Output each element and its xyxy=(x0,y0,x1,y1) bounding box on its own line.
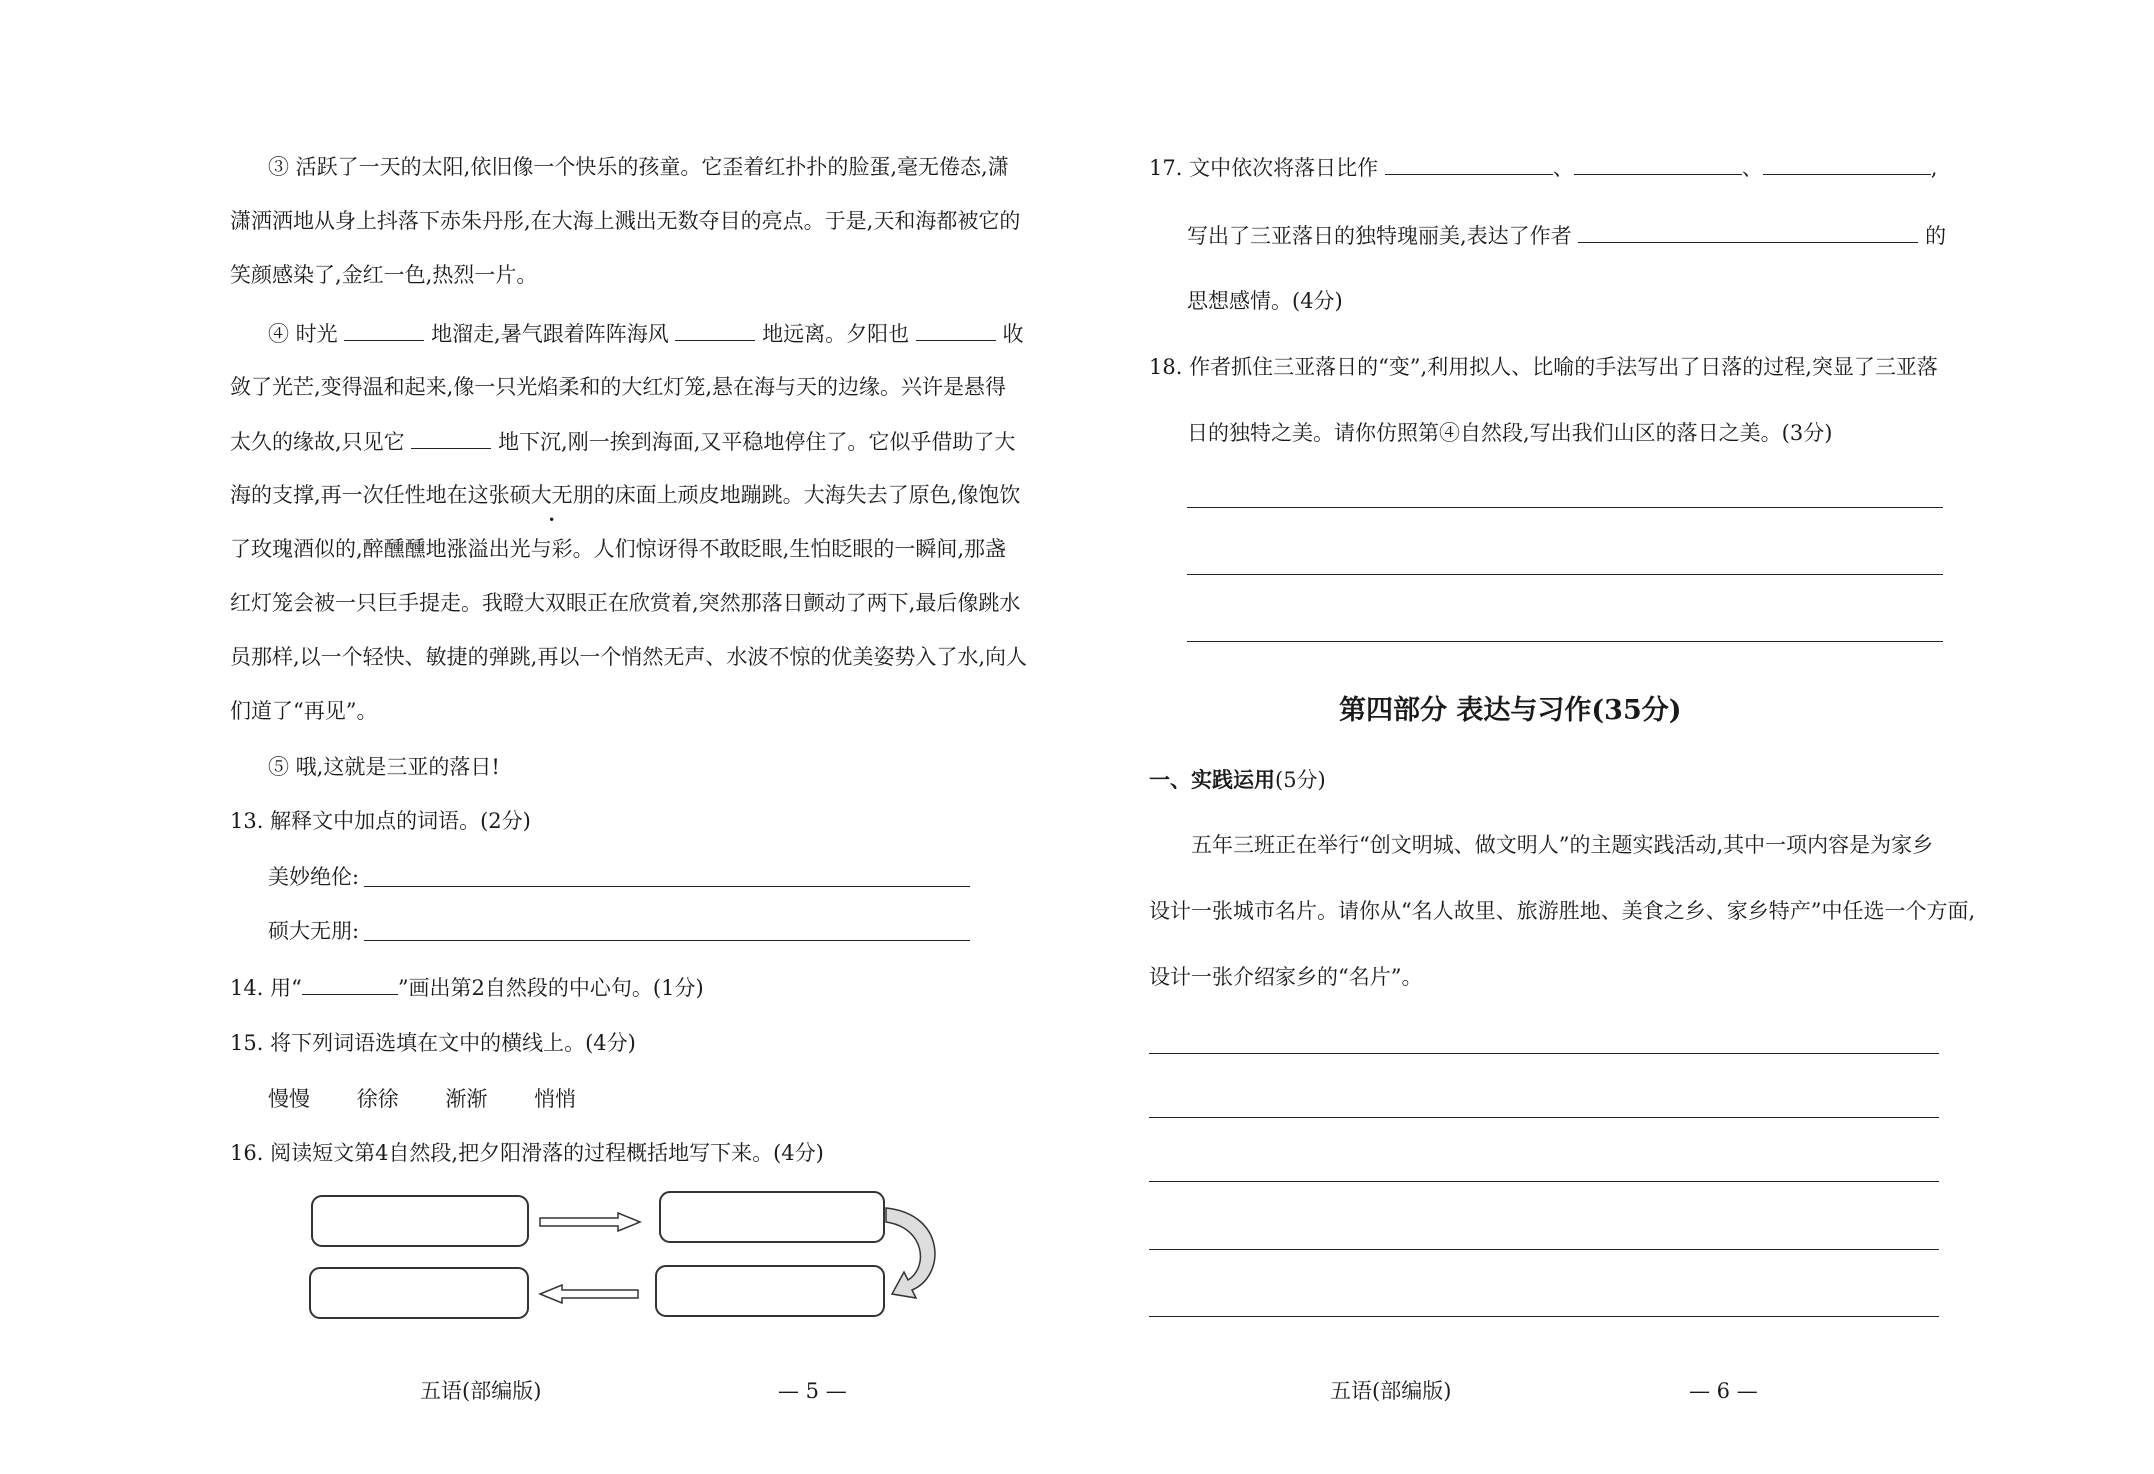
question-18-line1: 18. 作者抓住三亚落日的“变”,利用拟人、比喻的手法写出了日落的过程,突显了三亚落 xyxy=(1149,355,1938,379)
para4-text: 的床面上顽皮地蹦跳。大海失去了原色,像饱饮 xyxy=(593,483,1021,507)
q15-word: 徐徐 xyxy=(356,1087,399,1111)
writing-line-4[interactable] xyxy=(1149,1249,1939,1250)
q18-answer-line-1[interactable] xyxy=(1187,507,1943,508)
prompt-line2: 设计一张城市名片。请你从“名人故里、旅游胜地、美食之乡、家乡特产”中任选一个方面, xyxy=(1149,899,1976,923)
writing-line-1[interactable] xyxy=(1149,1053,1939,1054)
sub-section-title xyxy=(1149,764,1326,794)
q14-text: ”画出第2自然段的中心句。(1分) xyxy=(397,976,704,1000)
question-17-line3: 思想感情。(4分) xyxy=(1187,289,1343,313)
para5: ⑤ 哦,这就是三亚的落日! xyxy=(268,755,500,779)
para4-line8: 们道了“再见”。 xyxy=(230,699,378,723)
question-17-line2 xyxy=(1187,220,1946,251)
q15-word: 渐渐 xyxy=(445,1087,488,1111)
curved-arrow-icon xyxy=(886,1208,935,1298)
arrow-right-icon xyxy=(540,1213,640,1231)
page-number: — 5 — xyxy=(778,1379,847,1403)
q17-text: 17. 文中依次将落日比作 xyxy=(1149,156,1379,180)
q13-word1-label: 美妙绝伦: xyxy=(268,865,360,889)
q18-answer-line-3[interactable] xyxy=(1187,641,1943,642)
q18-answer-line-2[interactable] xyxy=(1187,574,1943,575)
section-title: 第四部分 表达与习作(35分) xyxy=(1339,695,1682,726)
q17-sep: 、 xyxy=(1552,156,1574,180)
question-18-line2: 日的独特之美。请你仿照第④自然段,写出我们山区的落日之美。(3分) xyxy=(1187,421,1833,445)
q14-text: 14. 用“ xyxy=(230,976,302,1000)
q17-sep: , xyxy=(1930,156,1938,180)
para3-line1: ③ 活跃了一天的太阳,依旧像一个快乐的孩童。它歪着红扑扑的脸蛋,毫无倦态,潇 xyxy=(268,155,1009,179)
para4-text: 太久的缘故,只见它 xyxy=(230,430,405,454)
q17-text: 的 xyxy=(1925,224,1947,248)
para4-text: 地溜走,暑气跟着阵阵海风 xyxy=(431,322,669,346)
para3-line2: 潇洒洒地从身上抖落下赤朱丹彤,在大海上溅出无数夺目的亮点。于是,天和海都被它的 xyxy=(230,209,1021,233)
prompt-line1: 五年三班正在举行“创文明城、做文明人”的主题实践活动,其中一项内容是为家乡 xyxy=(1191,833,1934,857)
para4-text: 海的支撑,再一次任性地在这张 xyxy=(230,483,510,507)
para4-line5: 了玫瑰酒似的,醉醺醺地涨溢出光与彩。人们惊讶得不敢眨眼,生怕眨眼的一瞬间,那盏 xyxy=(230,537,1007,561)
para4-line6: 红灯笼会被一只巨手提走。我瞪大双眼正在欣赏着,突然那落日颤动了两下,最后像跳水 xyxy=(230,591,1021,615)
arrow-left-icon xyxy=(540,1285,638,1303)
sub-title-score: (5分) xyxy=(1275,768,1326,792)
question-17-line1 xyxy=(1149,152,1937,183)
page-number: — 6 — xyxy=(1689,1379,1758,1403)
dotted-word: 硕大无朋 xyxy=(509,483,594,507)
footer-edition: 五语(部编版) xyxy=(420,1379,542,1403)
footer-edition: 五语(部编版) xyxy=(1330,1379,1452,1403)
right-page xyxy=(1077,0,2154,1474)
flow-box-4[interactable] xyxy=(310,1268,528,1318)
question-13: 13. 解释文中加点的词语。(2分) xyxy=(230,809,531,833)
q17-blank-3[interactable] xyxy=(1763,152,1931,175)
flow-box-3[interactable] xyxy=(656,1266,884,1316)
q17-blank-4[interactable] xyxy=(1578,220,1918,243)
para4-text: 地远离。夕阳也 xyxy=(762,322,910,346)
flow-box-2[interactable] xyxy=(660,1192,884,1242)
q17-blank-1[interactable] xyxy=(1385,152,1553,175)
q15-word: 悄悄 xyxy=(534,1087,577,1111)
para4-text: 地下沉,刚一挨到海面,又平稳地停住了。它似乎借助了大 xyxy=(498,430,1016,454)
para4-line2: 敛了光芒,变得温和起来,像一只光焰柔和的大红灯笼,悬在海与天的边缘。兴许是悬得 xyxy=(230,375,1007,399)
writing-line-3[interactable] xyxy=(1149,1181,1939,1182)
q17-sep: 、 xyxy=(1741,156,1763,180)
question-15: 15. 将下列词语选填在文中的横线上。(4分) xyxy=(230,1031,636,1055)
q15-word: 慢慢 xyxy=(268,1087,310,1111)
q17-blank-2[interactable] xyxy=(1574,152,1742,175)
flow-box-1[interactable] xyxy=(312,1196,528,1246)
para3-line3: 笑颜感染了,金红一色,热烈一片。 xyxy=(230,263,538,287)
q17-text: 写出了三亚落日的独特瑰丽美,表达了作者 xyxy=(1187,224,1572,248)
prompt-line3: 设计一张介绍家乡的“名片”。 xyxy=(1149,965,1423,989)
writing-line-5[interactable] xyxy=(1149,1316,1939,1317)
q13-word2-label: 硕大无朋: xyxy=(268,919,360,943)
sub-title-bold: 一、实践运用 xyxy=(1149,768,1275,792)
para4-text: ④ 时光 xyxy=(268,322,338,346)
question-16: 16. 阅读短文第4自然段,把夕阳滑落的过程概括地写下来。(4分) xyxy=(230,1141,824,1165)
writing-line-2[interactable] xyxy=(1149,1117,1939,1118)
para4-text: 收 xyxy=(1002,322,1024,346)
para4-line7: 员那样,以一个轻快、敏捷的弹跳,再以一个悄然无声、水波不惊的优美姿势入了水,向人 xyxy=(230,645,1028,669)
